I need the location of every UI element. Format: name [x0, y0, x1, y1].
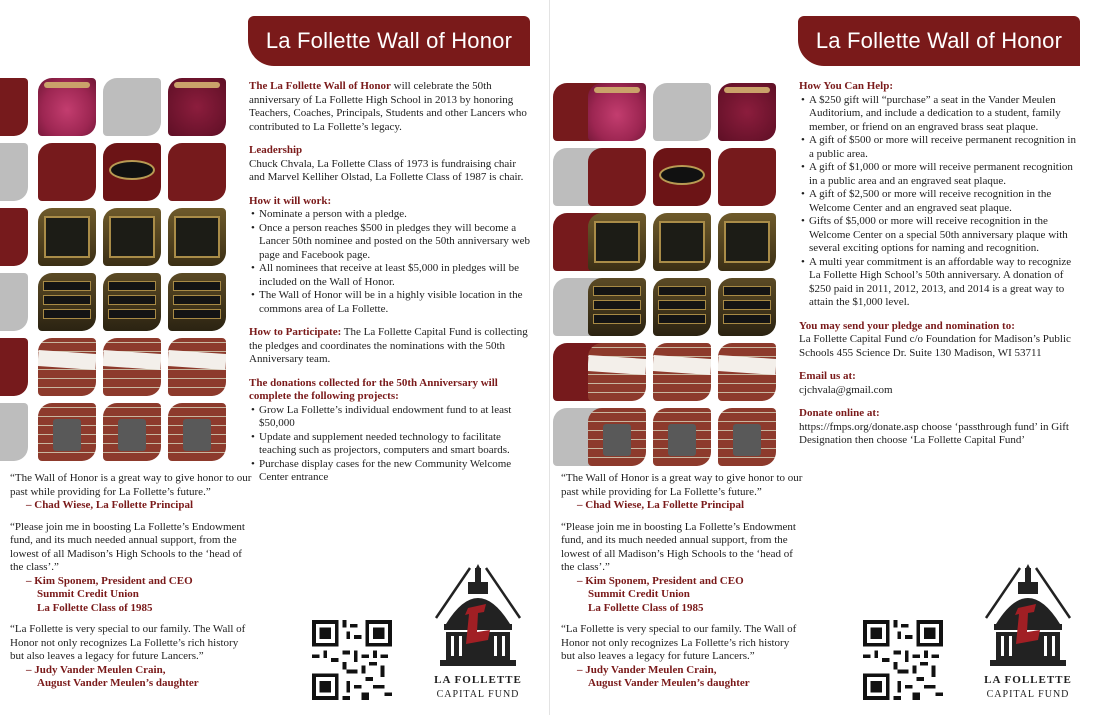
quote-attribution: August Vander Meulen’s daughter [588, 677, 750, 689]
send-text: La Follette Capital Fund c/o Foundation for Madison’s Public Schools 455 Science Dr. Suite 130 Madison, WI 53711 [799, 333, 1071, 359]
mosaic-tile-sign [168, 208, 226, 266]
participate-text: The La Follette Capital Fund is collecting the pledges and coordinates the nominations with the 50th Anniversary team. [249, 326, 528, 365]
mosaic-tile-wall-banner [168, 338, 226, 396]
list-item: • A $250 gift will “purchase” a seat in the Vander Meulen Auditorium, and include a dedication to a student, family member, or friend on an engraved brass seat plaque. [799, 94, 1081, 135]
mosaic-tile-seat [718, 83, 776, 141]
list-item: • Grow La Follette’s individual endowment fund to at least $50,000 [249, 404, 531, 431]
quote [10, 521, 252, 616]
capitol-dome-logo-icon [428, 562, 528, 672]
mosaic-tile-seat [588, 83, 646, 141]
email-heading: Email us at: [799, 370, 856, 382]
quote-attribution: Summit Credit Union [37, 588, 139, 600]
mosaic-tile-wall-banner [718, 343, 776, 401]
quote-text: “The Wall of Honor is a great way to give honor to our past while providing for La Follette’s future.” [10, 472, 252, 498]
quotes-left [10, 472, 252, 699]
capital-fund-logo [978, 562, 1078, 707]
quote-attribution: Summit Credit Union [588, 588, 690, 600]
mosaic-tile-wall-banner [653, 343, 711, 401]
logo-line1: LA FOLLETTE [434, 674, 522, 686]
page-banner-left: La Follette Wall of Honor [248, 16, 530, 66]
mosaic-tile-wall-banner [103, 338, 161, 396]
mosaic-tile [0, 273, 28, 331]
mosaic-tile-names [653, 278, 711, 336]
mosaic-tile-brick [653, 408, 711, 466]
quote-attribution: – Judy Vander Meulen Crain, [577, 663, 717, 676]
mosaic-tile-names [588, 278, 646, 336]
logo-line2: CAPITAL FUND [986, 689, 1070, 700]
donations-list [249, 404, 531, 485]
list-item: • Gifts of $5,000 or more will receive recognition in the Welcome Center on a special 50th anniversary plaque with several exciting options for naming and recognition. [799, 215, 1081, 256]
mosaic-tile-brick [718, 408, 776, 466]
leadership-heading: Leadership [249, 144, 303, 156]
quote-attribution: – Judy Vander Meulen Crain, [26, 663, 166, 676]
mosaic-tile [588, 148, 646, 206]
quote-attribution: – Kim Sponem, President and CEO [577, 574, 744, 587]
send-heading: You may send your pledge and nomination to: [799, 319, 1015, 332]
mosaic-tile-names [103, 273, 161, 331]
mosaic-tile-brick [103, 403, 161, 461]
quote-text: “The Wall of Honor is a great way to give honor to our past while providing for La Follette’s future.” [561, 472, 803, 498]
quote [561, 623, 803, 691]
quote-text: “La Follette is very special to our family. The Wall of Honor not only recognizes La Follette’s rich history but also leaves a legacy for future Lancers.” [10, 623, 246, 662]
email-link[interactable]: cjchvala@gmail.com [799, 383, 893, 396]
mosaic-tile-sign [38, 208, 96, 266]
mosaic-tile [0, 338, 28, 396]
list-item: • A gift of $1,000 or more will receive permanent recognition in a public area and an engraved seat plaque. [799, 161, 1081, 188]
list-item: • A gift of $500 or more will receive permanent recognition in a public area. [799, 134, 1081, 161]
quote [10, 623, 252, 691]
mosaic-tile-plaque [103, 143, 161, 201]
mosaic-tile-sign [103, 208, 161, 266]
quote-attribution: La Follette Class of 1985 [588, 601, 704, 614]
mosaic-tile-brick [168, 403, 226, 461]
donate-heading: Donate online at: [799, 407, 880, 419]
quote-text: “Please join me in boosting La Follette’s Endowment fund, and its much needed annual support, from the lowest of all Madison’s High Schools to the ‘head of the class’.” [10, 520, 245, 573]
logo-line1: LA FOLLETTE [984, 674, 1072, 686]
mosaic-tile-names [168, 273, 226, 331]
main-text-left [249, 80, 531, 485]
quotes-right [561, 472, 803, 699]
main-text-right [799, 80, 1081, 448]
quote-attribution: August Vander Meulen’s daughter [37, 677, 199, 689]
mosaic-tile-brick [588, 408, 646, 466]
capitol-dome-logo-icon [978, 562, 1078, 672]
logo-line2: CAPITAL FUND [436, 689, 520, 700]
photo-mosaic-left [0, 78, 246, 464]
mosaic-tile-sign [718, 213, 776, 271]
mosaic-tile-sign [653, 213, 711, 271]
quote [10, 472, 252, 513]
intro-rest: will celebrate the 50th anniversary of La Follette High School in 2013 by honoring Teachers, Coaches, Principals, Students and other Lancers who contributed to La Follette’s legacy. [249, 80, 527, 133]
mosaic-tile-plaque [653, 148, 711, 206]
list-item: • A gift of $2,500 or more will receive recognition in the Welcome Center and an engraved seat plaque. [799, 188, 1081, 215]
mosaic-tile-wall-banner [588, 343, 646, 401]
list-item: • Purchase display cases for the new Community Welcome Center entrance [249, 458, 531, 485]
mosaic-tile-seat [168, 78, 226, 136]
mosaic-tile [0, 78, 28, 136]
quote-attribution: – Chad Wiese, La Follette Principal [26, 499, 194, 511]
mosaic-tile [103, 78, 161, 136]
donate-text[interactable]: https://fmps.org/donate.asp choose ‘passthrough fund’ in Gift Designation then choose ‘La Follette Capital Fund’ [799, 420, 1069, 446]
quote-text: “La Follette is very special to our family. The Wall of Honor not only recognizes La Follette’s rich history but also leaves a legacy for future Lancers.” [561, 623, 797, 662]
mosaic-tile-wall-banner [38, 338, 96, 396]
mosaic-tile-seat [38, 78, 96, 136]
right-panel [550, 0, 1100, 715]
page-banner-right: La Follette Wall of Honor [798, 16, 1080, 66]
how-list [249, 208, 531, 316]
mosaic-tile [718, 148, 776, 206]
quote [561, 521, 803, 616]
list-item: • Once a person reaches $500 in pledges they will become a Lancer 50th nominee and posted on the 50th anniversary web page and Facebook page. [249, 222, 531, 263]
quote-attribution: – Kim Sponem, President and CEO [26, 574, 193, 587]
quote-attribution: La Follette Class of 1985 [37, 601, 153, 614]
mosaic-tile-names [38, 273, 96, 331]
mosaic-tile [38, 143, 96, 201]
help-heading: How You Can Help: [799, 80, 894, 92]
help-list [799, 94, 1081, 310]
intro-paragraph [249, 80, 531, 134]
list-item: • The Wall of Honor will be in a highly visible location in the commons area of La Follette. [249, 289, 531, 316]
mosaic-tile [0, 208, 28, 266]
intro-strong: The La Follette Wall of Honor [249, 80, 391, 92]
qr-code-icon[interactable] [863, 620, 943, 700]
mosaic-tile-brick [38, 403, 96, 461]
quote [561, 472, 803, 513]
qr-code-icon[interactable] [312, 620, 392, 700]
how-heading: How it will work: [249, 194, 332, 207]
mosaic-tile [653, 83, 711, 141]
mosaic-tile [168, 143, 226, 201]
participate-paragraph [249, 326, 531, 367]
leadership-text: Chuck Chvala, La Follette Class of 1973 is fundraising chair and Marvel Kelliher Olstad, La Follette Class of 1987 is chair. [249, 157, 524, 183]
mosaic-tile [0, 143, 28, 201]
mosaic-tile-names [718, 278, 776, 336]
list-item: • Update and supplement needed technology to facilitate teaching such as projectors, computers and smart boards. [249, 431, 531, 458]
mosaic-tile [0, 403, 28, 461]
photo-mosaic-right [550, 78, 796, 464]
list-item: • Nominate a person with a pledge. [249, 208, 531, 222]
quote-text: “Please join me in boosting La Follette’s Endowment fund, and its much needed annual support, from the lowest of all Madison’s High Schools to the ‘head of the class’.” [561, 520, 796, 573]
participate-heading: How to Participate: [249, 326, 342, 338]
list-item: • A multi year commitment is an affordable way to recognize La Follette High School’s 50th anniversary. A donation of $250 paid in 2011, 2012, 2013, and 2014 is a great way to attain the $1,000 level. [799, 256, 1081, 310]
capital-fund-logo [428, 562, 528, 707]
list-item: • All nominees that receive at least $5,000 in pledges will be included on the Wall of Honor. [249, 262, 531, 289]
mosaic-tile-sign [588, 213, 646, 271]
donations-heading: The donations collected for the 50th Anniversary will complete the following projects: [249, 376, 498, 402]
quote-attribution: – Chad Wiese, La Follette Principal [577, 499, 745, 511]
